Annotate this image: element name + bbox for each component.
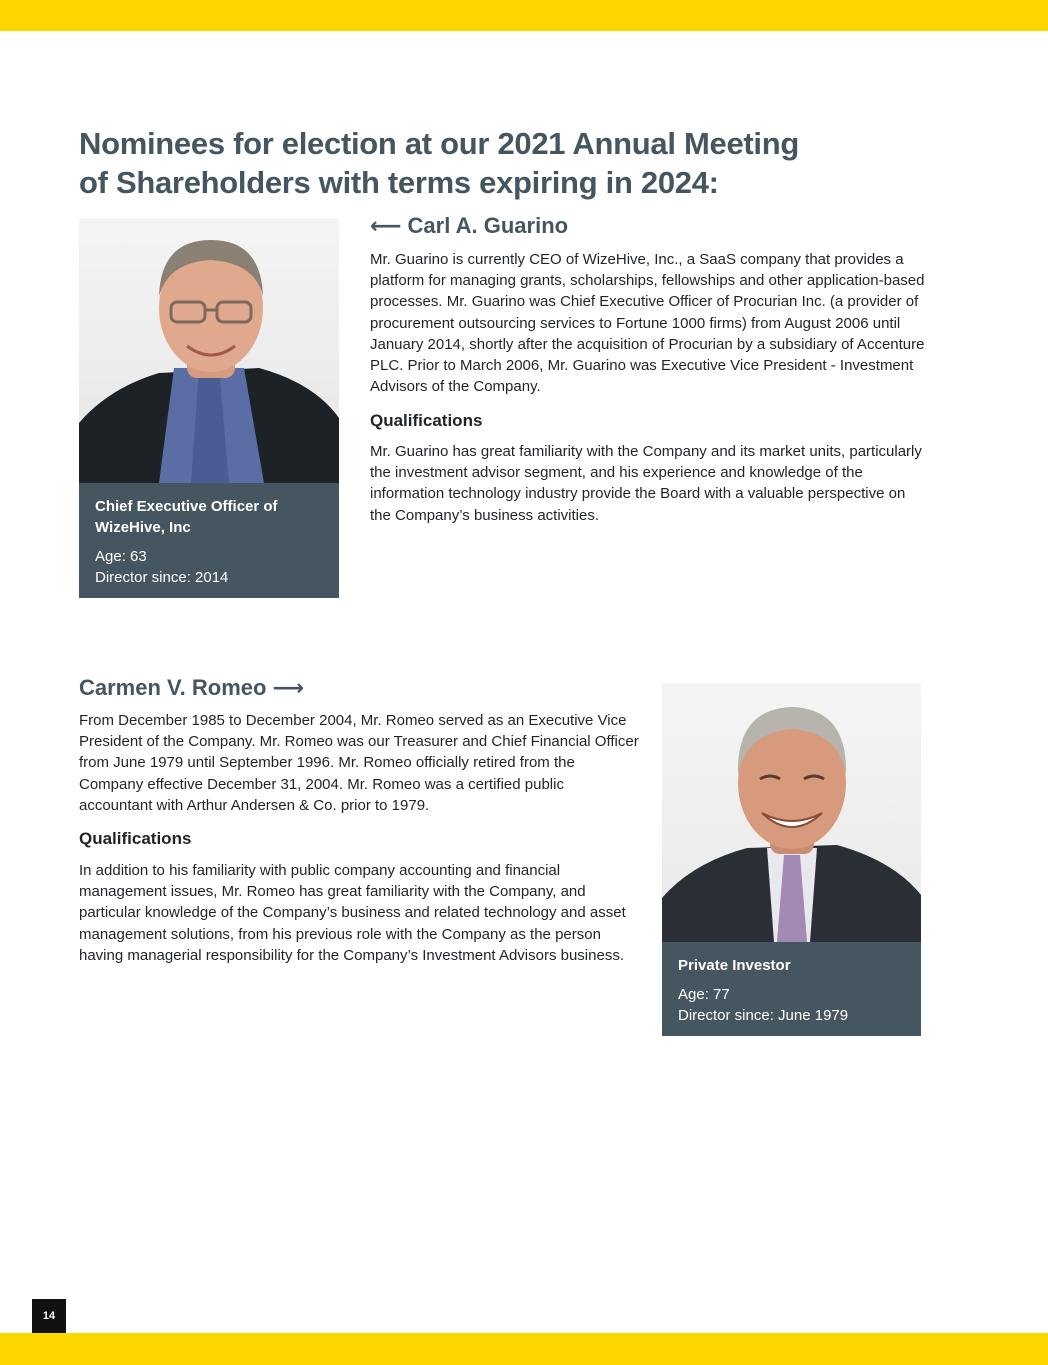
card-role: Chief Executive Officer of WizeHive, Inc: [95, 498, 278, 536]
arrow-right-icon: ⟶: [272, 675, 305, 700]
card-age: Age: 63: [95, 548, 147, 565]
guarino-photo: [79, 218, 339, 483]
romeo-qualifications-heading: Qualifications: [79, 829, 192, 848]
guarino-bio: Mr. Guarino is currently CEO of WizeHive, Inc., a SaaS company that provides a platform for managing grants, scholarships, fellowships and other application-based processes. Mr. Guarino was Chief Executive Officer of Procurian Inc. (a provider of procurement outsourcing services to Fortune 1000 firms) from August 2006 until January 2014, shortly after the acquisition of Procurian by a subsidiary of Accenture PLC. Prior to March 2006, Mr. Guarino was Executive Vice President - Investment Advisors of the Company.: [370, 251, 925, 396]
romeo-name-heading: [79, 675, 304, 701]
guarino-name-heading: [370, 213, 568, 239]
romeo-photo: [662, 683, 921, 942]
arrow-left-icon: ⟵: [370, 213, 402, 238]
guarino-qualifications-heading: Qualifications: [370, 411, 483, 430]
romeo-qualifications: In addition to his familiarity with public company accounting and financial management issues, Mr. Romeo has great familiarity with the Company, and particular knowledge of the Company’s business and related technology and asset management solutions, from his previous role with the Company as the person having managerial responsibility for the Company’s Investment Advisors business.: [79, 862, 626, 964]
nominee-name: Carl A. Guarino: [407, 213, 569, 238]
top-yellow-band: [0, 0, 1048, 31]
bottom-yellow-band: [0, 1333, 1048, 1365]
romeo-info-card: [662, 942, 921, 1036]
page-number: 14: [32, 1299, 66, 1333]
romeo-bio: From December 1985 to December 2004, Mr. Romeo served as an Executive Vice President of the Company. Mr. Romeo was our Treasurer and Chief Financial Officer from June 1979 until September 1996. Mr. Romeo officially retired from the Company effective December 31, 2004. Mr. Romeo was a certified public accountant with Arthur Andersen & Co. prior to 1979.: [79, 712, 639, 814]
card-director-since: Director since: June 1979: [678, 1007, 849, 1024]
card-age: Age: 77: [678, 986, 730, 1003]
card-role: Private Investor: [678, 957, 791, 974]
guarino-qualifications: Mr. Guarino has great familiarity with the Company and its market units, particularly the investment advisor segment, and his experience and knowledge of the information technology industry provide the Board with a valuable perspective on the Company’s business activities.: [370, 443, 922, 524]
card-director-since: Director since: 2014: [95, 569, 229, 586]
guarino-info-card: [79, 483, 339, 598]
nominee-name: Carmen V. Romeo: [79, 675, 267, 700]
page-title: Nominees for election at our 2021 Annual Meeting of Shareholders with terms expiring in 2024:: [79, 126, 799, 200]
